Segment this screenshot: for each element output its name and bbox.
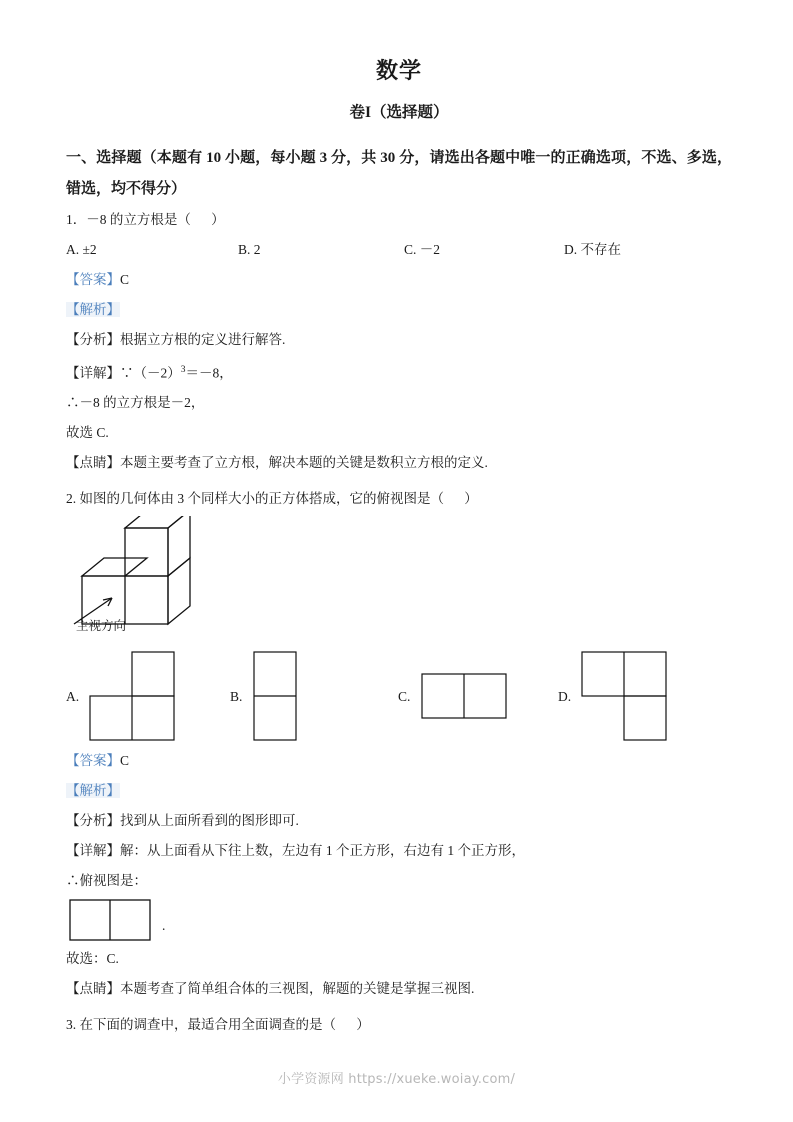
question-1-analysis: 【分析】根据立方根的定义进行解答. bbox=[66, 331, 286, 347]
option-b-label: B. bbox=[230, 689, 243, 705]
analysis-tag: 【解析】 bbox=[66, 783, 120, 799]
trailing-period: . bbox=[162, 918, 166, 934]
shape-d-icon bbox=[558, 642, 698, 746]
answer-tag: 【答案】 bbox=[66, 271, 120, 287]
answer-tag: 【答案】 bbox=[66, 753, 120, 769]
option-c-label: C. bbox=[398, 689, 411, 705]
shape-a-icon bbox=[66, 642, 206, 746]
question-1-analysis-tag-line bbox=[66, 295, 732, 325]
section-heading: 一、选择题（本题有 10 小题，每小题 3 分，共 30 分，请选出各题中唯一的正确选项，不选、多选，错选，均不得分） bbox=[66, 149, 732, 197]
question-2-analysis-tag-line bbox=[66, 776, 732, 806]
question-1-stem: 1．－8 的立方根是（ ） bbox=[66, 211, 225, 227]
option-d[interactable]: D. 不存在 bbox=[564, 241, 621, 257]
page-title: 数学 bbox=[375, 58, 422, 83]
option-d-label: D. bbox=[558, 689, 572, 705]
question-2-detail: 【详解】解：从上面看从下往上数，左边有 1 个正方形，右边有 1 个正方形， bbox=[66, 843, 525, 859]
question-2-stem: 2. 如图的几何体由 3 个同样大小的正方体搭成，它的俯视图是（ ） bbox=[66, 491, 478, 507]
figure-caption: 主视方向 bbox=[76, 619, 127, 634]
question-3-stem: 3. 在下面的调查中，最适合用全面调查的是（ ） bbox=[66, 1017, 370, 1033]
shape-b-icon bbox=[230, 642, 350, 746]
top-view-two-cells-icon bbox=[68, 898, 160, 942]
question-1-choice: 故选 C. bbox=[66, 425, 109, 441]
question-1-options bbox=[66, 235, 732, 265]
detail-suffix: ＝－8， bbox=[185, 365, 233, 381]
question-2-conclusion: ∴俯视图是： bbox=[66, 873, 147, 889]
answer-value: C bbox=[120, 271, 130, 287]
answer-value: C bbox=[120, 753, 130, 769]
question-2-choice: 故选：C. bbox=[66, 951, 119, 967]
question-2-analysis: 【分析】找到从上面所看到的图形即可. bbox=[66, 813, 299, 829]
question-2-top-view-figure bbox=[66, 896, 732, 944]
detail-prefix: 【详解】∵（－2） bbox=[66, 365, 181, 381]
analysis-tag: 【解析】 bbox=[66, 301, 120, 317]
question-1-answer bbox=[66, 265, 732, 295]
option-c[interactable]: C. －2 bbox=[404, 241, 441, 257]
question-1-detail bbox=[66, 355, 732, 389]
question-1-tip: 【点睛】本题主要考查了立方根，解决本题的关键是数积立方根的定义. bbox=[66, 455, 488, 471]
shape-c-icon bbox=[398, 642, 538, 746]
question-1-detail-2: ∴－8 的立方根是－2， bbox=[66, 395, 205, 411]
option-b[interactable]: B. 2 bbox=[238, 241, 261, 257]
page-content bbox=[66, 0, 732, 1040]
question-2-tip: 【点睛】本题考查了简单组合体的三视图，解题的关键是掌握三视图. bbox=[66, 981, 475, 997]
question-2-options bbox=[66, 642, 732, 746]
detail-exponent: 3 bbox=[180, 364, 186, 375]
option-a-label: A. bbox=[66, 689, 80, 705]
watermark: 小学资源网 https://xueke.woiay.com/ bbox=[277, 1072, 516, 1087]
question-2-solid-figure bbox=[66, 514, 732, 642]
option-a[interactable]: A. ±2 bbox=[66, 241, 97, 257]
page-subtitle: 卷I（选择题） bbox=[349, 104, 449, 122]
question-2-answer bbox=[66, 746, 732, 776]
